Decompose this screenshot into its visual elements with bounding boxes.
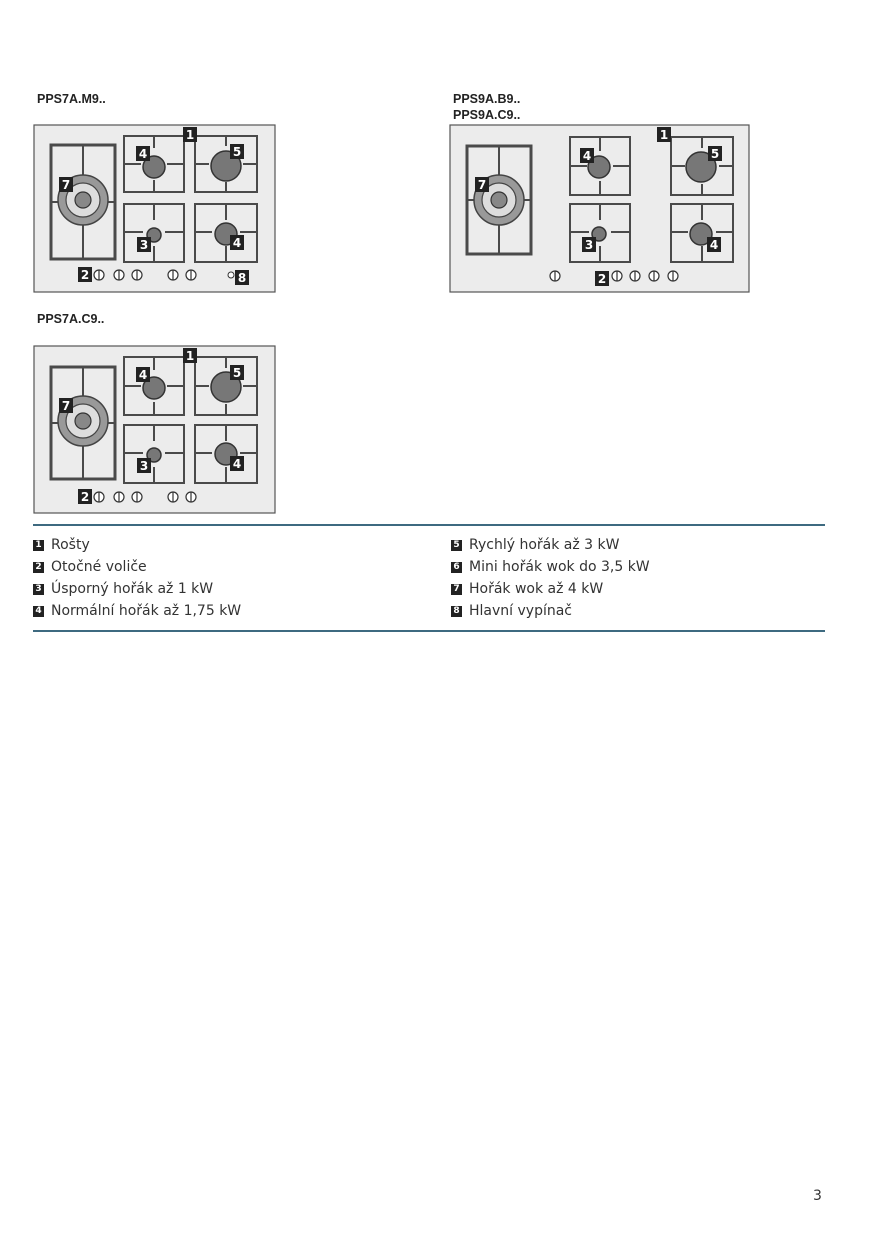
legend-column-right <box>451 534 650 622</box>
legend-text: Normální hořák až 1,75 kW <box>51 603 242 619</box>
legend-text: Rošty <box>51 537 90 553</box>
callout-main-switch: 8 <box>237 271 247 285</box>
legend-item <box>451 534 650 556</box>
callout-economy-burner: 3 <box>139 238 149 252</box>
legend-item <box>33 534 241 556</box>
legend-badge: 1 <box>33 540 44 551</box>
model-label-pps9a-b9: PPS9A.B9.. <box>453 92 521 106</box>
legend-text: Otočné voliče <box>51 559 147 575</box>
legend-badge: 8 <box>451 606 462 617</box>
callout-grates: 1 <box>185 349 195 363</box>
callout-normal-burner-2: 4 <box>232 236 242 250</box>
legend-badge: 3 <box>33 584 44 595</box>
callout-normal-burner-2: 4 <box>232 457 242 471</box>
legend-column-left <box>33 534 241 622</box>
legend-text: Hořák wok až 4 kW <box>469 581 604 597</box>
model-label-pps7a-c9: PPS7A.C9.. <box>37 312 105 326</box>
callout-economy-burner: 3 <box>139 459 149 473</box>
hob-diagram-pps9a <box>449 124 751 294</box>
legend-badge: 5 <box>451 540 462 551</box>
callout-knobs: 2 <box>80 490 90 504</box>
legend-item <box>33 556 241 578</box>
callout-normal-burner: 4 <box>138 368 148 382</box>
callout-economy-burner: 3 <box>584 238 594 252</box>
legend-badge: 2 <box>33 562 44 573</box>
callout-wok-burner: 7 <box>61 178 71 192</box>
model-label-pps7a-m9: PPS7A.M9.. <box>37 92 106 106</box>
callout-rapid-burner: 5 <box>232 366 242 380</box>
callout-normal-burner: 4 <box>582 149 592 163</box>
legend-text: Hlavní vypínač <box>469 603 572 619</box>
legend-item <box>33 578 241 600</box>
hob-diagram-pps7a-c9 <box>33 345 277 515</box>
callout-normal-burner-2: 4 <box>709 238 719 252</box>
legend-badge: 6 <box>451 562 462 573</box>
legend-text: Úsporný hořák až 1 kW <box>51 581 214 597</box>
legend-text: Rychlý hořák až 3 kW <box>469 537 620 553</box>
hob-diagram-pps7a-m9 <box>33 124 277 294</box>
callout-knobs: 2 <box>597 272 607 286</box>
model-label-pps9a-c9: PPS9A.C9.. <box>453 108 521 122</box>
callout-wok-burner: 7 <box>477 178 487 192</box>
callout-wok-burner: 7 <box>61 399 71 413</box>
legend-badge: 7 <box>451 584 462 595</box>
page-number: 3 <box>813 1188 822 1204</box>
callout-rapid-burner: 5 <box>710 147 720 161</box>
legend-item <box>451 556 650 578</box>
callout-normal-burner: 4 <box>138 147 148 161</box>
callout-knobs: 2 <box>80 268 90 282</box>
legend-item <box>451 600 650 622</box>
callout-grates: 1 <box>659 128 669 142</box>
main-switch <box>228 272 234 278</box>
legend <box>33 524 825 632</box>
legend-badge: 4 <box>33 606 44 617</box>
callout-grates: 1 <box>185 128 195 142</box>
legend-item <box>33 600 241 622</box>
legend-text: Mini hořák wok do 3,5 kW <box>469 559 650 575</box>
callout-rapid-burner: 5 <box>232 145 242 159</box>
legend-item <box>451 578 650 600</box>
